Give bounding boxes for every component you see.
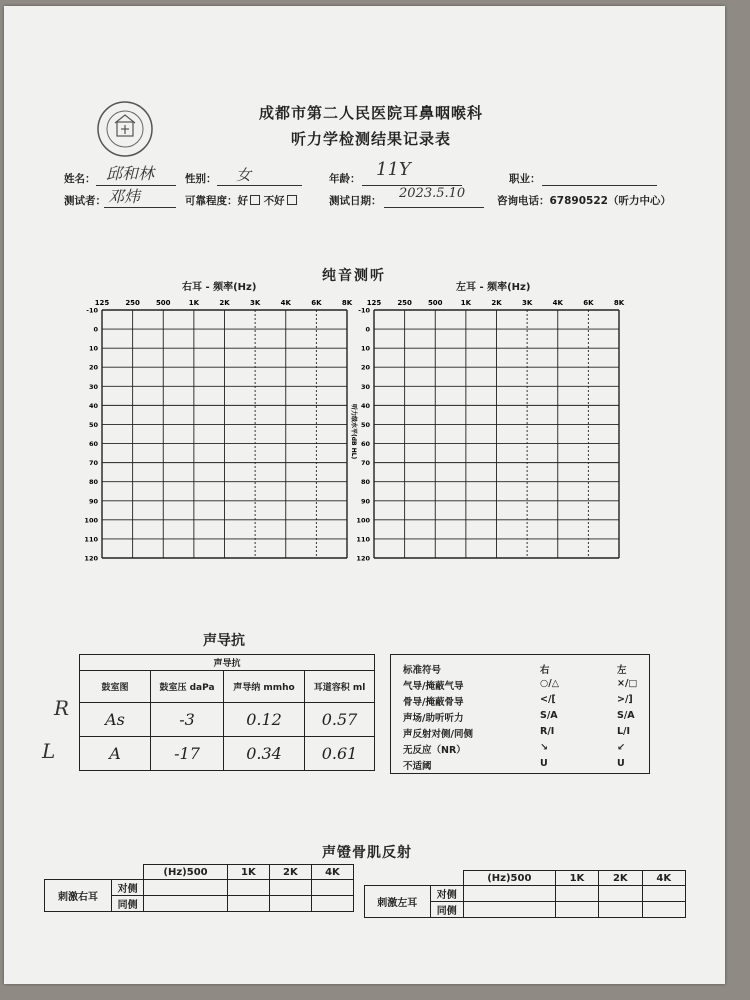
db-label: 110 bbox=[84, 535, 98, 544]
reflex-left-1k: 1K bbox=[555, 871, 598, 886]
job-label: 职业： bbox=[509, 173, 541, 185]
freq-label: 2K bbox=[491, 299, 502, 307]
db-label: 90 bbox=[88, 497, 98, 506]
freq-label: 6K bbox=[311, 299, 322, 307]
symbol-legend bbox=[390, 654, 650, 774]
db-label: 60 bbox=[88, 440, 98, 449]
col-pressure: 鼓室压 daPa bbox=[151, 671, 224, 703]
right-pressure: -3 bbox=[151, 703, 224, 737]
db-label: 80 bbox=[360, 478, 370, 487]
legend-row: 声场/助听听力 S/A S/A bbox=[403, 710, 635, 724]
tympanometry-section-title: 声导抗 bbox=[203, 633, 245, 649]
freq-label: 500 bbox=[155, 299, 171, 307]
legend-row: 无反应（NR） ↘ ↙ bbox=[403, 742, 625, 756]
legend-row: 声反射对侧/同侧 R/I L/I bbox=[403, 726, 631, 740]
freq-label: 1K bbox=[460, 299, 472, 307]
phone-value: 67890522（听力中心） bbox=[549, 195, 671, 207]
db-label: 100 bbox=[356, 516, 370, 525]
freq-label: 4K bbox=[280, 299, 291, 307]
stimulate-left-label: 刺激左耳 bbox=[365, 886, 431, 918]
tympanometry-table bbox=[79, 654, 375, 771]
legend-row: 气导/掩蔽气导 ○/△ ×/□ bbox=[403, 678, 638, 692]
freq-label: 8K bbox=[341, 299, 353, 307]
db-label: 20 bbox=[360, 363, 370, 372]
right-admittance: 0.12 bbox=[224, 703, 305, 737]
date-label: 测试日期： bbox=[329, 195, 382, 207]
left-ear-title: 左耳 - 频率(Hz) bbox=[456, 282, 531, 293]
reflex-left-2k: 2K bbox=[599, 871, 642, 886]
sex-label: 性别： bbox=[185, 173, 217, 185]
db-label: 0 bbox=[93, 325, 98, 334]
col-admittance: 声导纳 mmho bbox=[224, 671, 305, 703]
reflex-right-1k: 1K bbox=[227, 865, 269, 880]
left-pressure: -17 bbox=[151, 737, 224, 771]
age-value: 11Y bbox=[376, 159, 411, 180]
db-label: 90 bbox=[360, 497, 370, 506]
reflex-left-4k: 4K bbox=[642, 871, 685, 886]
db-label: 60 bbox=[360, 440, 370, 449]
form-title: 听力学检测结果记录表 bbox=[291, 130, 452, 148]
db-label: 40 bbox=[88, 401, 98, 410]
db-label: 20 bbox=[88, 363, 98, 372]
reflex-right-500: (Hz)500 bbox=[144, 865, 228, 880]
pta-section-title: 纯音测听 bbox=[322, 268, 386, 284]
tester-label: 测试者： bbox=[64, 195, 106, 207]
freq-label: 250 bbox=[397, 299, 412, 307]
sex-value: 女 bbox=[236, 166, 252, 184]
right-tympanogram: As bbox=[80, 703, 151, 737]
db-label: 120 bbox=[84, 554, 98, 562]
db-label: 0 bbox=[365, 325, 370, 334]
hospital-title: 成都市第二人民医院耳鼻咽喉科 bbox=[259, 104, 484, 122]
hospital-seal-icon bbox=[96, 100, 154, 158]
date-value: 2023.5.10 bbox=[399, 186, 466, 201]
reflex-left-table bbox=[364, 870, 686, 918]
freq-label: 8K bbox=[613, 299, 625, 307]
legend-row: 骨导/掩蔽骨导 </[ >/] bbox=[403, 694, 633, 708]
db-label: -10 bbox=[358, 306, 370, 315]
reflex-right-4k: 4K bbox=[311, 865, 353, 880]
freq-label: 3K bbox=[249, 299, 261, 307]
db-axis-label: 听力级水平(dB HL) bbox=[350, 404, 357, 460]
db-label: 30 bbox=[360, 382, 370, 391]
db-label: 70 bbox=[88, 459, 98, 468]
db-label: 70 bbox=[360, 459, 370, 468]
table-row bbox=[80, 703, 375, 737]
reliability-bad-label: 不好 bbox=[263, 195, 285, 207]
legend-header: 标准符号 右 左 bbox=[403, 665, 627, 676]
freq-label: 1K bbox=[188, 299, 200, 307]
reflex-left-500: (Hz)500 bbox=[463, 871, 555, 886]
left-side-marker: L bbox=[42, 739, 56, 763]
freq-label: 3K bbox=[521, 299, 533, 307]
db-label: 30 bbox=[88, 382, 98, 391]
legend-row: 不适阈 U U bbox=[403, 758, 625, 772]
freq-label: 2K bbox=[219, 299, 230, 307]
reflex-right-table bbox=[44, 864, 354, 912]
right-ear-title: 右耳 - 频率(Hz) bbox=[182, 282, 257, 293]
reliability-bad-checkbox[interactable] bbox=[287, 195, 297, 205]
db-label: 110 bbox=[356, 535, 370, 544]
db-label: 120 bbox=[356, 554, 370, 562]
db-label: 10 bbox=[360, 344, 370, 353]
freq-label: 125 bbox=[94, 299, 110, 307]
reliability-label: 可靠程度：好 不好 bbox=[185, 193, 297, 208]
phone-label: 咨询电话：67890522（听力中心） bbox=[497, 195, 671, 207]
db-label: 50 bbox=[88, 420, 98, 429]
left-admittance: 0.34 bbox=[224, 737, 305, 771]
freq-label: 500 bbox=[427, 299, 443, 307]
right-volume: 0.57 bbox=[305, 703, 375, 737]
name-label: 姓名： bbox=[64, 173, 96, 185]
freq-label: 6K bbox=[583, 299, 594, 307]
reflex-section-title: 声镫骨肌反射 bbox=[322, 845, 412, 861]
col-volume: 耳道容积 ml bbox=[305, 671, 375, 703]
freq-label: 250 bbox=[125, 299, 140, 307]
reflex-left-ipsi-label: 同侧 bbox=[430, 902, 463, 918]
name-value: 邱和林 bbox=[106, 164, 155, 183]
reliability-good-checkbox[interactable] bbox=[250, 195, 260, 205]
left-volume: 0.61 bbox=[305, 737, 375, 771]
reflex-right-contra-label: 对侧 bbox=[111, 880, 143, 896]
db-label: 40 bbox=[360, 401, 370, 410]
reflex-right-2k: 2K bbox=[269, 865, 311, 880]
reflex-right-ipsi-label: 同侧 bbox=[111, 896, 143, 912]
tester-value: 邓炜 bbox=[108, 187, 141, 206]
col-tympanogram: 鼓室图 bbox=[80, 671, 151, 703]
right-audiogram[interactable] bbox=[74, 292, 359, 562]
right-side-marker: R bbox=[54, 696, 70, 720]
table-row bbox=[80, 737, 375, 771]
db-label: 100 bbox=[84, 516, 98, 525]
freq-label: 4K bbox=[552, 299, 563, 307]
tympanometry-table-header: 声导抗 bbox=[80, 655, 375, 671]
freq-label: 125 bbox=[366, 299, 382, 307]
left-audiogram[interactable] bbox=[334, 292, 634, 562]
db-label: 50 bbox=[360, 420, 370, 429]
left-tympanogram: A bbox=[80, 737, 151, 771]
db-label: -10 bbox=[86, 306, 98, 315]
db-label: 80 bbox=[88, 478, 98, 487]
age-label: 年龄： bbox=[329, 173, 361, 185]
db-label: 10 bbox=[88, 344, 98, 353]
stimulate-right-label: 刺激右耳 bbox=[45, 880, 112, 912]
reflex-left-contra-label: 对侧 bbox=[430, 886, 463, 902]
paper-sheet bbox=[4, 6, 725, 984]
